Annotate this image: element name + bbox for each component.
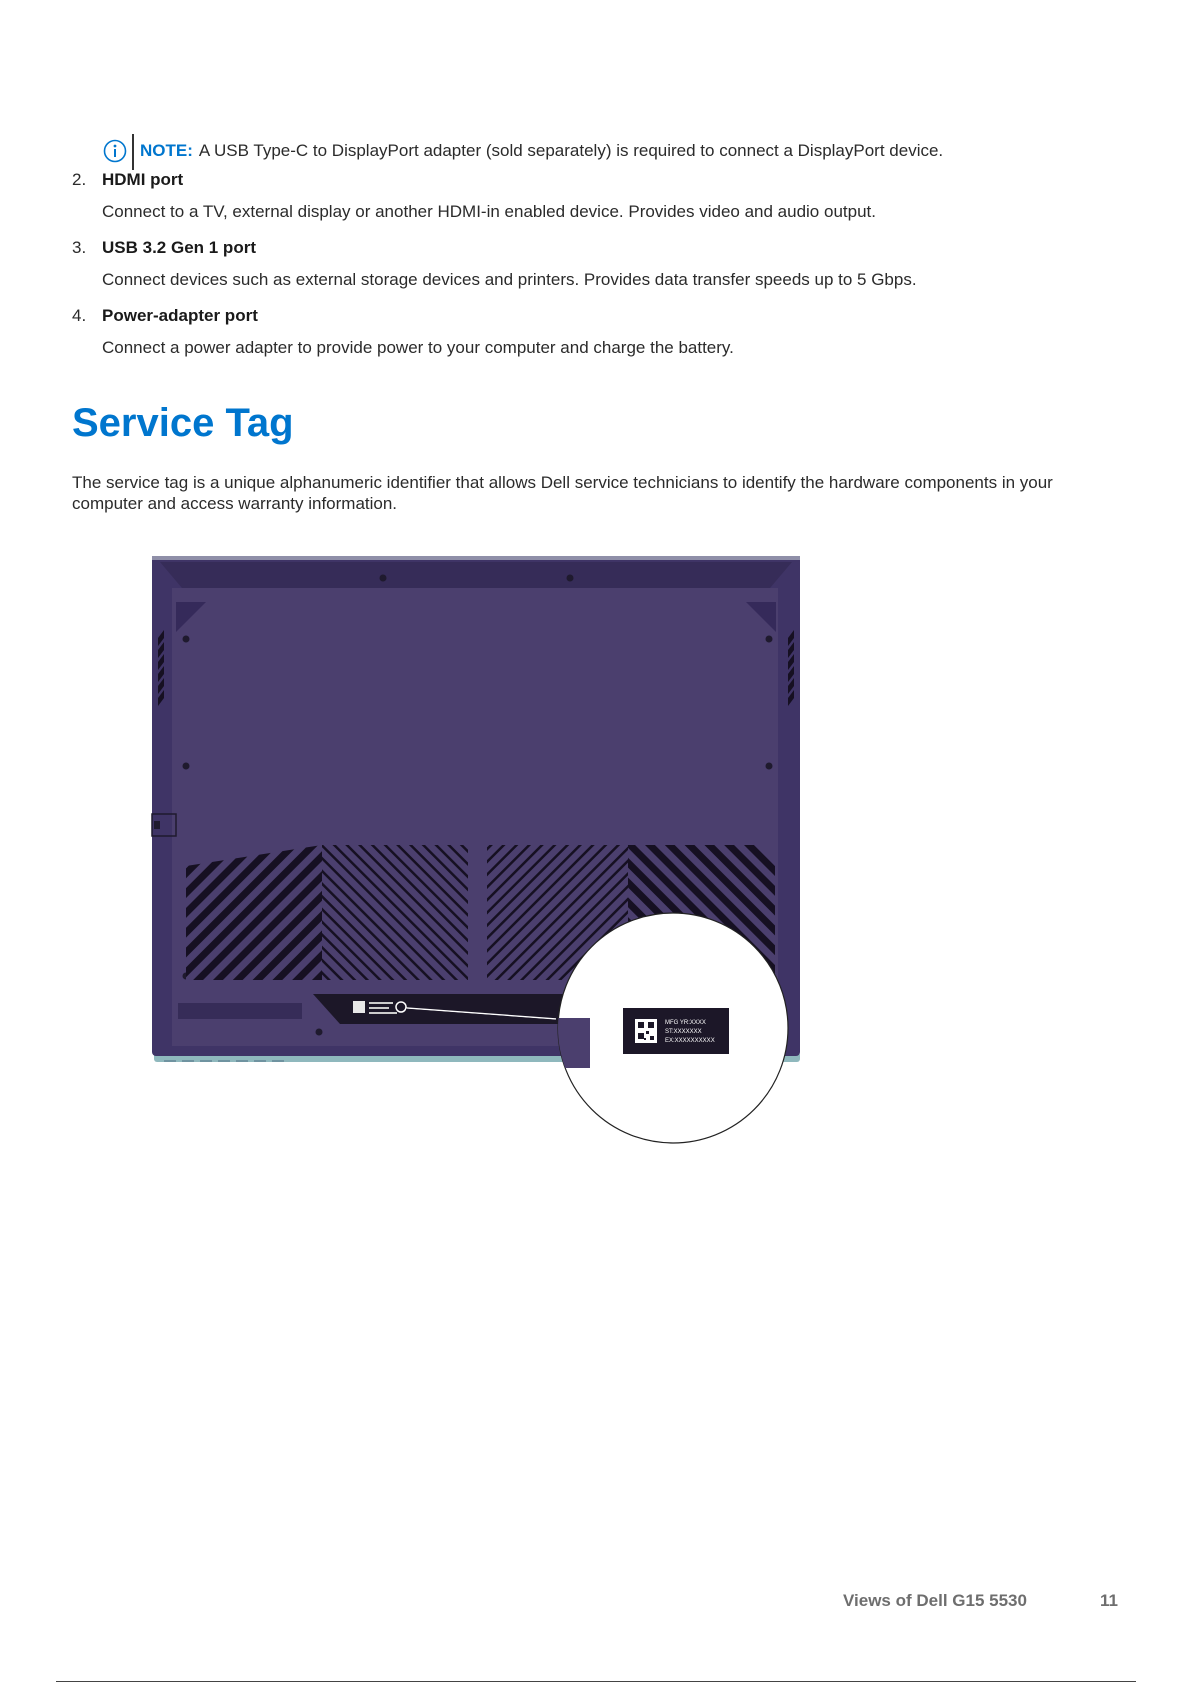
note-text: A USB Type-C to DisplayPort adapter (sold separately) is required to connect a DisplayPort device. [198,141,944,160]
section-heading: Service Tag [72,401,294,445]
service-tag-label-line: ST:XXXXXXX [665,1029,702,1035]
note-divider [132,134,134,170]
footer-title: Views of Dell G15 5530 [843,1591,1027,1610]
section-intro: The service tag is a unique alphanumeric identifier that allows Dell service technicians to identify the hardware components in your computer and access warranty information. [72,473,1053,513]
info-icon [103,139,127,163]
list-item-number: 4. [72,306,87,325]
footer-rule [56,1681,1136,1682]
service-tag-label-line: MFG YR:XXXX [665,1020,706,1026]
list-item-description: Connect to a TV, external display or another HDMI-in enabled device. Provides video and audio output. [102,202,876,221]
laptop-bottom-illustration [150,548,800,1148]
list-item-number: 3. [72,238,87,257]
list-item-number: 2. [72,170,87,189]
service-tag-label-line: EX:XXXXXXXXXX [665,1038,715,1044]
note [103,132,943,170]
note-label: NOTE: [140,141,193,160]
list-item-description: Connect a power adapter to provide power to your computer and charge the battery. [102,338,734,357]
list-item-title: USB 3.2 Gen 1 port [102,238,256,257]
list-item-title: HDMI port [102,170,184,189]
page-number: 11 [1100,1591,1118,1610]
list-item-description: Connect devices such as external storage devices and printers. Provides data transfer speeds up to 5 Gbps. [102,270,917,289]
list-item-title: Power-adapter port [102,306,258,325]
